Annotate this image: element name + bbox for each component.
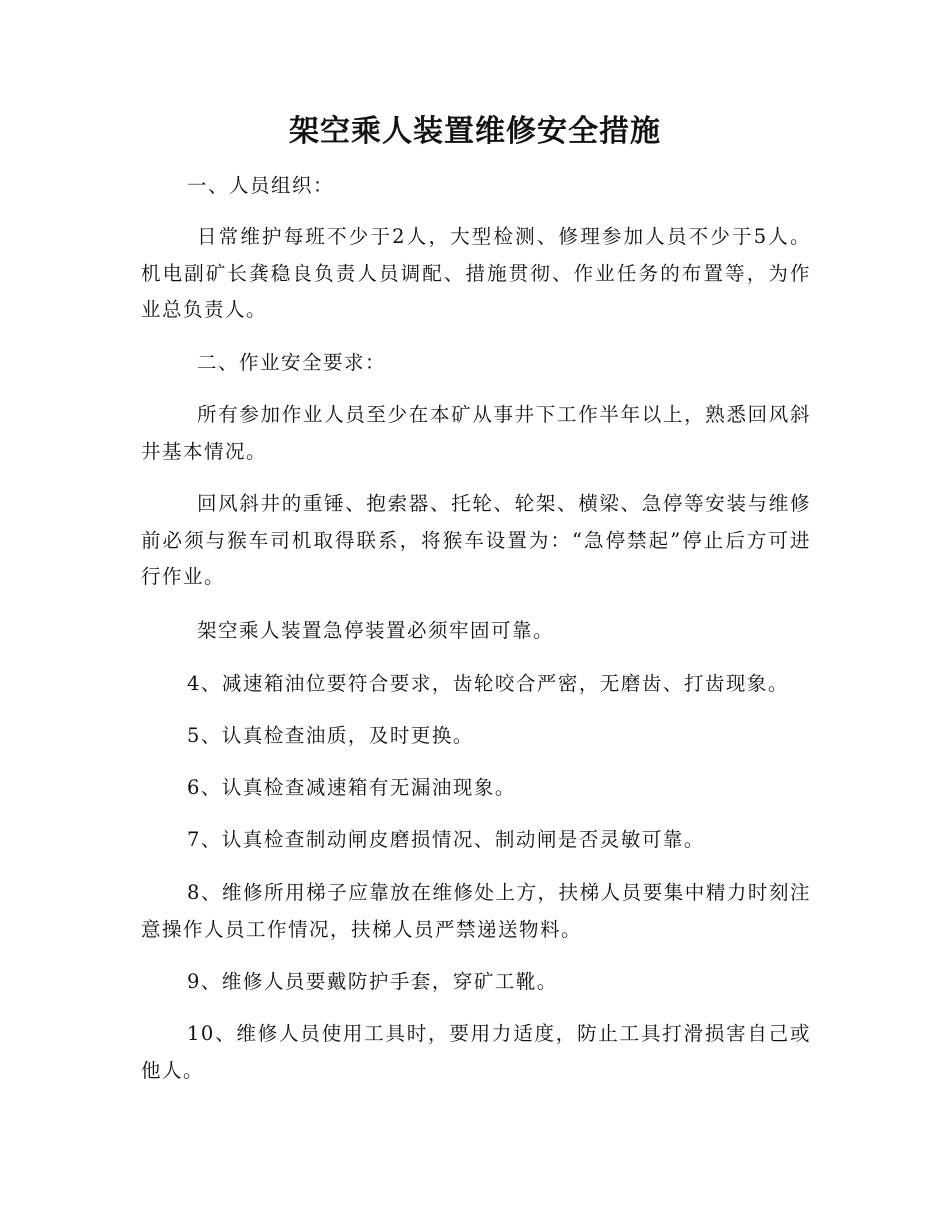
section-heading-personnel: 一、人员组织： — [187, 174, 335, 197]
list-item-5: 5、认真检查油质，及时更换。 — [187, 724, 474, 747]
section-heading-safety: 二、作业安全要求： — [197, 351, 387, 374]
list-item-8: 8、维修所用梯子应靠放在维修处上方，扶梯人员要集中精力时刻注意操作人员工作情况，扶梯人员严禁递送物料。 — [141, 881, 811, 941]
document-title: 架空乘人装置维修安全措施 — [289, 114, 661, 149]
list-item-7: 7、认真检查制动闸皮磨损情况、制动闸是否灵敏可靠。 — [187, 828, 705, 851]
list-item-9: 9、维修人员要戴防护手套，穿矿工靴。 — [187, 970, 558, 993]
paragraph-coordination: 回风斜井的重锤、抱索器、托轮、轮架、横梁、急停等安装与维修前必须与猴车司机取得联系，将猴车设置为：“急停禁起”停止后方可进行作业。 — [141, 492, 811, 588]
list-item-10: 10、维修人员使用工具时，要用力适度，防止工具打滑损害自己或他人。 — [141, 1022, 811, 1082]
paragraph-staffing: 日常维护每班不少于2人，大型检测、修理参加人员不少于5人。机电副矿长龚稳良负责人员调配、措施贯彻、作业任务的布置等，为作业总负责人。 — [141, 225, 811, 321]
list-item-6: 6、认真检查减速箱有无漏油现象。 — [187, 776, 516, 799]
paragraph-qualification: 所有参加作业人员至少在本矿从事井下工作半年以上，熟悉回风斜井基本情况。 — [141, 403, 811, 463]
list-item-4: 4、减速箱油位要符合要求，齿轮咬合严密，无磨齿、打齿现象。 — [187, 672, 789, 695]
paragraph-emergency-stop: 架空乘人装置急停装置必须牢固可靠。 — [197, 619, 555, 642]
